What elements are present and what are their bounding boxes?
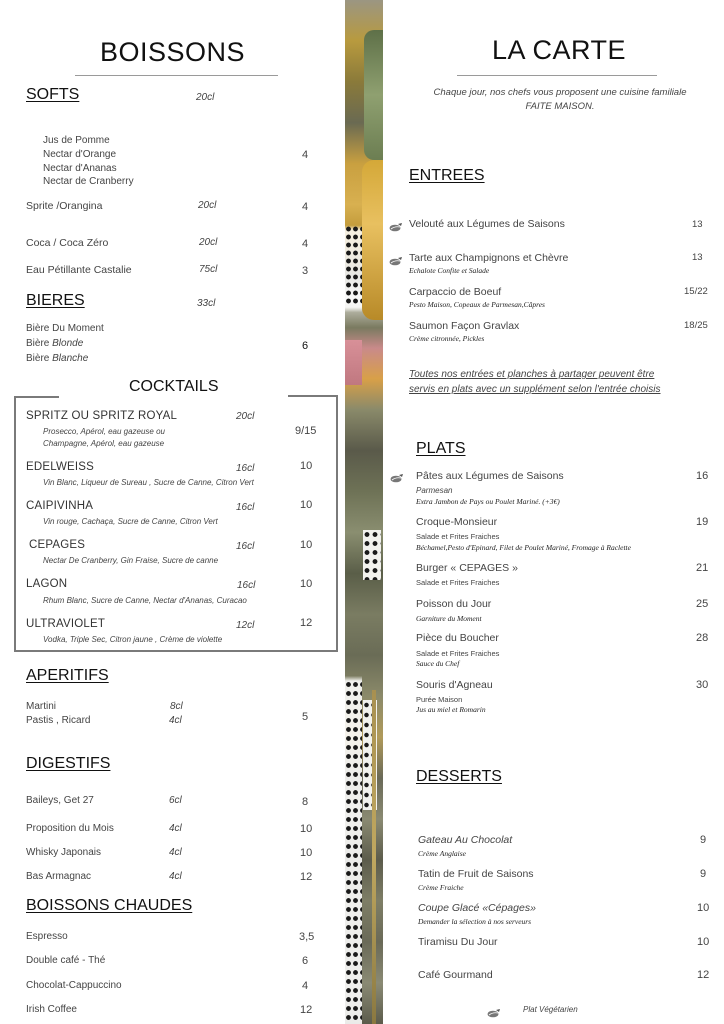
- price: 6: [302, 340, 309, 352]
- volume-label: 75cl: [199, 264, 218, 275]
- item-description: Echalote Confite et Salade: [409, 266, 490, 275]
- menu-item: Tarte aux Champignons et Chèvre: [409, 252, 569, 264]
- price: 9/15: [295, 425, 317, 437]
- price: 18/25: [684, 320, 708, 331]
- price: 10: [300, 539, 313, 551]
- cocktail-name: CAIPIVINHA: [26, 500, 94, 512]
- box-border: [14, 650, 338, 652]
- section-heading-cocktails: COCKTAILS: [129, 378, 219, 395]
- price: 4: [302, 980, 309, 992]
- vegetarian-leaf-icon: [487, 1008, 501, 1018]
- price: 12: [300, 871, 313, 883]
- intro-text: Chaque jour, nos chefs vous proposent une cuisine familiale: [433, 87, 687, 98]
- price: 9: [700, 868, 707, 880]
- price: 10: [300, 499, 313, 511]
- botanical-illustration-strip: [345, 0, 383, 1024]
- volume-label: 4cl: [169, 715, 182, 726]
- price: 10: [300, 460, 313, 472]
- price: 12: [697, 969, 710, 981]
- section-heading-bieres: BIERES: [26, 292, 85, 309]
- menu-item: Bière Blanche: [26, 353, 89, 364]
- volume-label: 16cl: [236, 541, 255, 552]
- price: 13: [692, 219, 703, 230]
- volume-label: 20cl: [196, 92, 215, 103]
- leaf-decoration: [364, 30, 383, 160]
- volume-label: 20cl: [236, 411, 255, 422]
- box-border: [336, 395, 338, 652]
- volume-label: 20cl: [198, 200, 217, 211]
- section-heading-digestifs: DIGESTIFS: [26, 755, 111, 772]
- price: 6: [302, 955, 309, 967]
- volume-label: 6cl: [169, 795, 182, 806]
- menu-item: Whisky Japonais: [26, 847, 102, 858]
- cocktail-description: Vodka, Triple Sec, Citron jaune , Crème de violette: [43, 635, 223, 644]
- section-heading-desserts: DESSERTS: [416, 768, 502, 785]
- cocktail-description: Champagne, Apérol, eau gazeuse: [43, 439, 165, 448]
- volume-label: 4cl: [169, 871, 182, 882]
- menu-item: Jus de Pomme: [43, 135, 110, 146]
- price: 21: [696, 562, 709, 574]
- cocktail-name: LAGON: [26, 578, 68, 590]
- menu-item: Tiramisu Du Jour: [418, 936, 498, 948]
- title-divider: [457, 75, 657, 76]
- menu-item: Nectar d'Ananas: [43, 163, 117, 174]
- cocktail-description: Rhum Blanc, Sucre de Canne, Nectar d'Ananas, Curacao: [43, 596, 247, 605]
- item-description: Béchamel,Pesto d'Epinard, Filet de Poulet Mariné, Fromage à Raclette: [416, 543, 631, 552]
- page-title: BOISSONS: [100, 37, 246, 67]
- menu-item: Poisson du Jour: [416, 598, 492, 610]
- entrees-note: Toutes nos entrées et planches à partager peuvent être servis en plats avec un supplément selon l'entrée choisis: [409, 369, 661, 395]
- price: 9: [700, 834, 707, 846]
- menu-item: Pâtes aux Légumes de Saisons: [416, 470, 564, 482]
- cocktail-description: Vin Blanc, Liqueur de Sureau , Sucre de Canne, Citron Vert: [43, 478, 254, 487]
- menu-item: Coca / Coca Zéro: [26, 237, 109, 249]
- price: 10: [300, 823, 313, 835]
- price: 16: [696, 470, 709, 482]
- price: 13: [692, 252, 703, 263]
- menu-item: Croque-Monsieur: [416, 516, 498, 528]
- price: 5: [302, 711, 309, 723]
- title-divider: [75, 75, 278, 76]
- vegetarian-leaf-icon: [389, 222, 403, 232]
- intro-text: FAITE MAISON.: [525, 101, 595, 112]
- volume-label: 8cl: [170, 701, 183, 712]
- price: 3: [302, 265, 309, 277]
- vegetarian-leaf-icon: [389, 256, 403, 266]
- cocktail-description: Vin rouge, Cachaça, Sucre de Canne, Citron Vert: [43, 517, 218, 526]
- menu-item: Nectar de Cranberry: [43, 176, 134, 187]
- menu-item: Velouté aux Légumes de Saisons: [409, 218, 565, 230]
- price: 15/22: [684, 286, 708, 297]
- cocktail-name: CEPAGES: [29, 539, 86, 551]
- price: 12: [300, 617, 313, 629]
- item-description: Crème Anglaise: [418, 849, 466, 858]
- item-description: Garniture du Moment: [416, 614, 482, 623]
- menu-item: Bière Blonde: [26, 338, 84, 349]
- cocktail-description: Prosecco, Apérol, eau gazeuse ou: [43, 427, 166, 436]
- box-border: [14, 396, 59, 398]
- item-description: Crème Fraiche: [418, 883, 464, 892]
- item-description: Demander la sélection à nos serveurs: [418, 917, 532, 926]
- polka-dot-pattern: [345, 225, 362, 305]
- price: 19: [696, 516, 709, 528]
- menu-item: Bière Du Moment: [26, 323, 104, 334]
- polka-dot-pattern: [345, 680, 362, 1024]
- cocktail-name: SPRITZ OU SPRITZ ROYAL: [26, 410, 178, 422]
- price: 28: [696, 632, 709, 644]
- section-heading-boissons-chaudes: BOISSONS CHAUDES: [26, 897, 193, 914]
- menu-item: Burger « CEPAGES »: [416, 562, 518, 574]
- item-description: Jus au miel et Romarin: [416, 705, 486, 714]
- menu-item: Chocolat-Cappuccino: [26, 980, 122, 991]
- menu-item: Espresso: [26, 931, 68, 942]
- volume-label: 16cl: [236, 502, 255, 513]
- leaf-decoration: [362, 160, 383, 320]
- price: 4: [302, 149, 309, 161]
- price: 12: [300, 1004, 313, 1016]
- menu-item: Sprite /Orangina: [26, 200, 103, 212]
- menu-item: Nectar d'Orange: [43, 149, 117, 160]
- menu-item: Tatin de Fruit de Saisons: [418, 868, 534, 880]
- item-subtitle: Parmesan: [416, 486, 453, 495]
- price: 25: [696, 598, 709, 610]
- volume-label: 33cl: [197, 298, 216, 309]
- menu-item: Baileys, Get 27: [26, 795, 94, 806]
- cocktail-name: EDELWEISS: [26, 461, 95, 473]
- price: 30: [696, 679, 709, 691]
- menu-item: Eau Pétillante Castalie: [26, 264, 132, 276]
- item-description: Pesto Maison, Copeaux de Parmesan,Câpres: [409, 300, 545, 309]
- vegetarian-leaf-icon: [390, 473, 404, 483]
- menu-item: Double café - Thé: [26, 955, 106, 966]
- menu-item: Martini: [26, 701, 57, 712]
- price: 10: [300, 847, 313, 859]
- volume-label: 16cl: [236, 463, 255, 474]
- section-heading-softs: SOFTS: [26, 86, 80, 103]
- volume-label: 4cl: [169, 823, 182, 834]
- cocktail-name: ULTRAVIOLET: [26, 618, 106, 630]
- volume-label: 20cl: [199, 237, 218, 248]
- item-description: Extra Jambon de Pays ou Poulet Mariné. (+3€): [416, 497, 560, 506]
- price: 4: [302, 238, 309, 250]
- section-heading-entrees: ENTREES: [409, 167, 485, 184]
- volume-label: 16cl: [237, 580, 256, 591]
- item-description: Crème citronnée, Pickles: [409, 334, 485, 343]
- menu-item: Pastis , Ricard: [26, 715, 91, 726]
- box-border: [14, 396, 16, 652]
- price: 8: [302, 796, 309, 808]
- cocktail-description: Nectar De Cranberry, Gin Fraise, Sucre de canne: [43, 556, 219, 565]
- polka-dot-pattern: [363, 530, 381, 580]
- item-subtitle: Salade et Frites Fraiches: [416, 578, 500, 587]
- volume-label: 4cl: [169, 847, 182, 858]
- price: 3,5: [299, 931, 315, 943]
- menu-item: Bas Armagnac: [26, 871, 92, 882]
- section-heading-aperitifs: APERITIFS: [26, 667, 109, 684]
- price: 10: [697, 936, 710, 948]
- menu-item: Souris d'Agneau: [416, 679, 493, 691]
- menu-item: Gateau Au Chocolat: [418, 834, 513, 846]
- menu-item: Irish Coffee: [26, 1004, 77, 1015]
- item-subtitle: Salade et Frites Fraiches: [416, 649, 500, 658]
- volume-label: 12cl: [236, 620, 255, 631]
- menu-item: Café Gourmand: [418, 969, 493, 981]
- price: 4: [302, 201, 309, 213]
- item-subtitle: Purée Maison: [416, 695, 463, 704]
- menu-item: Carpaccio de Boeuf: [409, 286, 502, 298]
- item-description: Sauce du Chef: [416, 659, 460, 668]
- menu-item: Proposition du Mois: [26, 823, 114, 834]
- menu-item: Pièce du Boucher: [416, 632, 499, 644]
- menu-item: Saumon Façon Gravlax: [409, 320, 520, 332]
- page-title: LA CARTE: [492, 35, 627, 65]
- price: 10: [697, 902, 710, 914]
- section-heading-plats: PLATS: [416, 440, 466, 457]
- stem-decoration: [372, 690, 376, 1024]
- box-border: [288, 395, 338, 397]
- price: 10: [300, 578, 313, 590]
- vegetarian-legend-label: Plat Végétarien: [523, 1005, 578, 1014]
- menu-item: Coupe Glacé «Cépages»: [418, 902, 536, 914]
- item-subtitle: Salade et Frites Fraiches: [416, 532, 500, 541]
